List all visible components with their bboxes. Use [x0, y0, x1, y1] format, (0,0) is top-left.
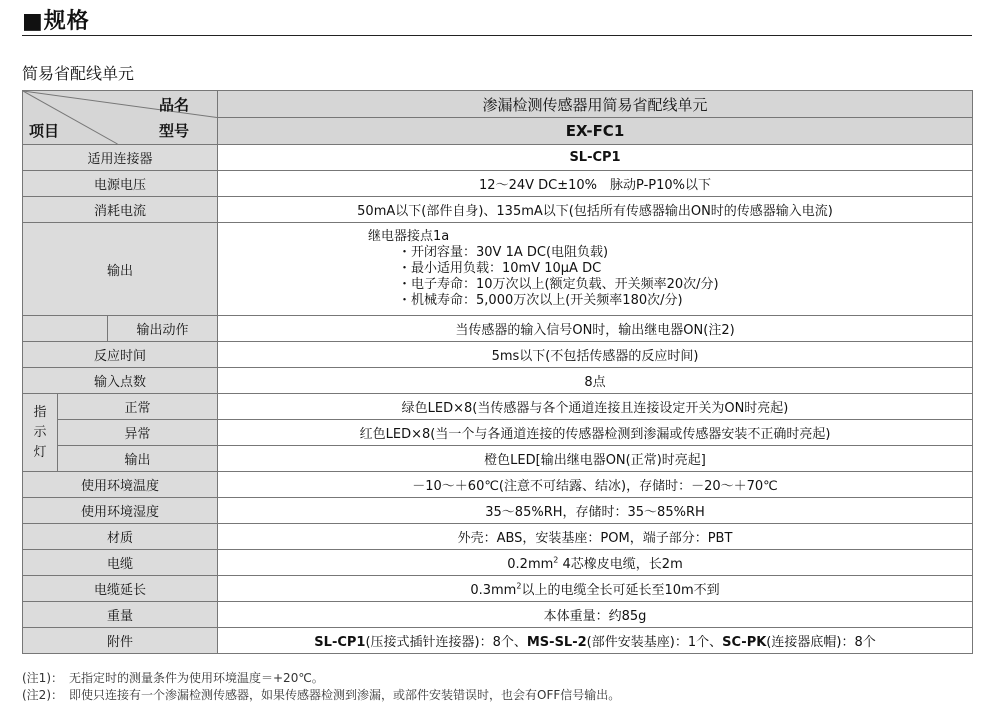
header-name-label: 品名 [159, 96, 190, 114]
output-action-spacer [23, 316, 108, 342]
humidity-label: 使用环境湿度 [23, 498, 218, 524]
note-1: (注1)： 无指定时的测量条件为使用环境温度＝+20℃。 [22, 671, 324, 685]
weight-label: 重量 [23, 602, 218, 628]
output-spec-list [368, 245, 972, 309]
humidity-value: 35～85%RH，存储时：35～85%RH [218, 498, 973, 524]
min-load: ・最小适用负载：10mV 10μA DC [398, 261, 602, 276]
indicator-output-label: 输出 [58, 446, 218, 472]
model-number: EX-FC1 [218, 118, 973, 145]
temperature-value: －10～＋60℃(注意不可结露、结冰)，存储时：－20～＋70℃ [218, 472, 973, 498]
weight-value: 本体重量：约85g [218, 602, 973, 628]
footnotes [22, 670, 626, 704]
material-value: 外壳：ABS，安装基座：POM，端子部分：PBT [218, 524, 973, 550]
voltage-label: 电源电压 [23, 171, 218, 197]
indicator-group-label: 指 示 灯 [23, 394, 58, 472]
relay-contact: 继电器接点1a [368, 229, 450, 244]
indicator-abnormal-label: 异常 [58, 420, 218, 446]
section-title: ■规格 [22, 9, 90, 34]
inputs-value: 8点 [218, 368, 973, 394]
cable-ext-label: 电缆延长 [23, 576, 218, 602]
response-label: 反应时间 [23, 342, 218, 368]
voltage-value: 12～24V DC±10% 脉动P-P10%以下 [218, 171, 973, 197]
output-label: 输出 [23, 223, 218, 316]
header-model-label: 型号 [159, 122, 190, 140]
product-name: 渗漏检测传感器用简易省配线单元 [218, 91, 973, 118]
note-2: (注2)： 即使只连接有一个渗漏检测传感器，如果传感器检测到渗漏，或部件安装错误时，也会有OFF信号输出。 [22, 688, 621, 702]
header-diagonal-cell [23, 91, 218, 145]
indicator-abnormal-value: 红色LED×8(当一个与各通道连接的传感器检测到渗漏或传感器安装不正确时亮起) [218, 420, 973, 446]
cable-label: 电缆 [23, 550, 218, 576]
connector-value: SL-CP1 [218, 145, 973, 171]
accessories-label: 附件 [23, 628, 218, 654]
indicator-normal-value: 绿色LED×8(当传感器与各个通道连接且连接设定开关为ON时亮起) [218, 394, 973, 420]
response-value: 5ms以下(不包括传感器的反应时间) [218, 342, 973, 368]
indicator-normal-label: 正常 [58, 394, 218, 420]
indicator-output-value: 橙色LED[输出继电器ON(正常)时亮起] [218, 446, 973, 472]
title-divider [22, 35, 972, 36]
output-spec [218, 223, 973, 316]
spec-table [22, 90, 973, 654]
inputs-label: 输入点数 [23, 368, 218, 394]
header-item-label: 项目 [29, 122, 60, 140]
current-value: 50mA以下(部件自身)、135mA以下(包括所有传感器输出ON时的传感器输入电流) [218, 197, 973, 223]
cable-value: $0.2mm^2$ 4芯橡皮电缆，长2m [218, 550, 973, 576]
temperature-label: 使用环境温度 [23, 472, 218, 498]
current-label: 消耗电流 [23, 197, 218, 223]
material-label: 材质 [23, 524, 218, 550]
switching-capacity: ・开闭容量：30V 1A DC(电阻负载) [398, 245, 609, 260]
output-action-label: 输出动作 [108, 316, 218, 342]
accessories-value: SL-CP1(压接式插针连接器)：8个、MS-SL-2(部件安装基座)：1个、SC-PK(连接器底帽)：8个 [218, 628, 973, 654]
output-action-value: 当传感器的输入信号ON时，输出继电器ON(注2) [218, 316, 973, 342]
connector-label: 适用连接器 [23, 145, 218, 171]
electrical-life: ・电子寿命：10万次以上(额定负载、开关频率20次/分) [398, 277, 719, 292]
cable-ext-value: $0.3mm^2$以上的电缆全长可延长至10m不到 [218, 576, 973, 602]
subtitle: 简易省配线单元 [22, 64, 135, 83]
mechanical-life: ・机械寿命：5,000万次以上(开关频率180次/分) [398, 293, 683, 308]
